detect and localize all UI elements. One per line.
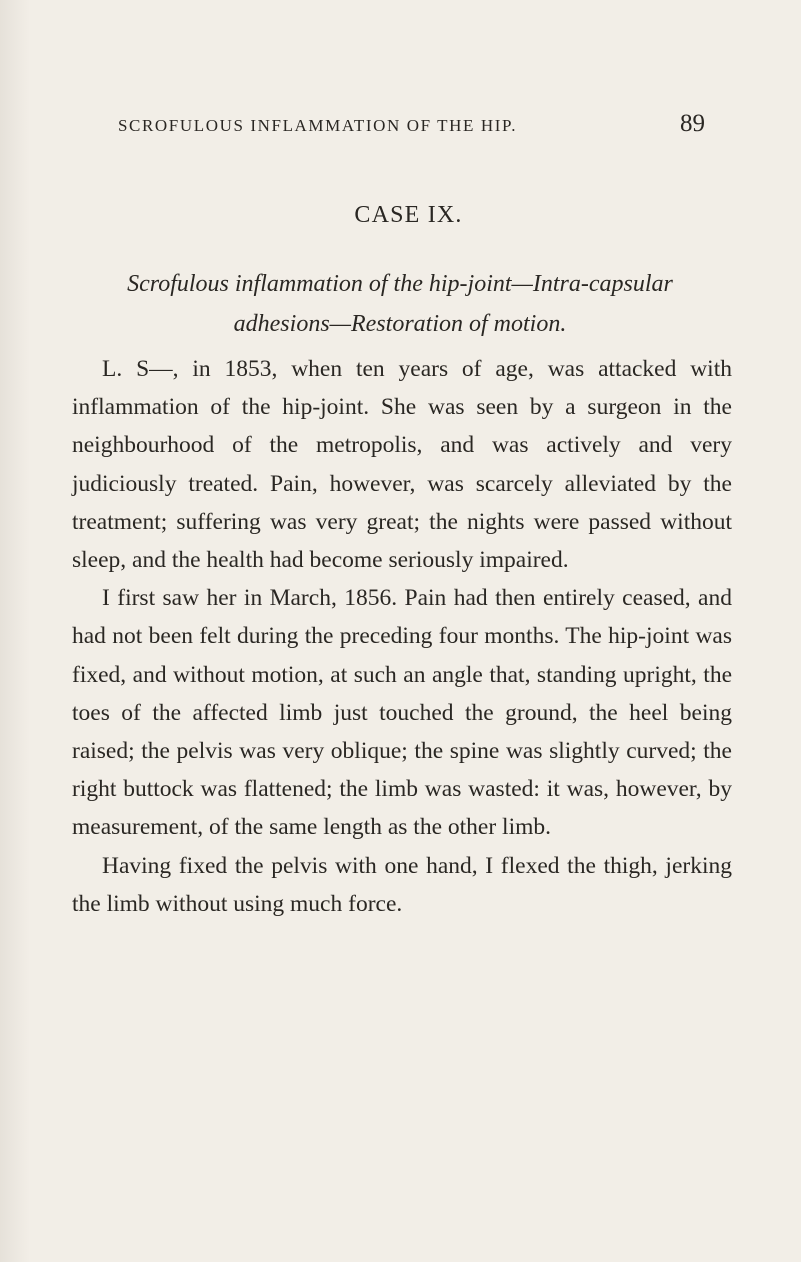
page-number: 89 <box>680 110 705 137</box>
body-text <box>72 350 732 923</box>
paragraph-3: Having fixed the pelvis with one hand, I flexed the thigh, jerking the limb without using much force. <box>72 852 732 917</box>
running-head: SCROFULOUS INFLAMMATION OF THE HIP. <box>118 116 518 135</box>
paragraph-2: I first saw her in March, 1856. Pain had then entirely ceased, and had not been felt during the preceding four months. The hip-joint was fixed, and without motion, at such an angle that, standing upright, the toes of the affected limb just touched the ground, the heel being raised; the pelvis was very oblique; the spine was slightly curved; the right buttock was flattened; the limb was wasted: it was, however, by measurement, of the same length as the other limb. <box>72 585 732 841</box>
case-title: CASE IX. <box>354 202 463 228</box>
case-subtitle-line-1: Scrofulous inflammation of the hip-joint—Intra-capsular <box>127 271 673 297</box>
case-subtitle <box>72 264 728 344</box>
paragraph-1: L. S—, in 1853, when ten years of age, was attacked with inflammation of the hip-joint. She was seen by a surgeon in the neighbourhood of the metropolis, and was actively and very judiciously treated. Pain, however, was scarcely alleviated by the treatment; suffering was very great; the nights were passed without sleep, and the health had become seriously impaired. <box>72 356 732 574</box>
case-subtitle-line-2: adhesions—Restoration of motion. <box>233 311 567 337</box>
